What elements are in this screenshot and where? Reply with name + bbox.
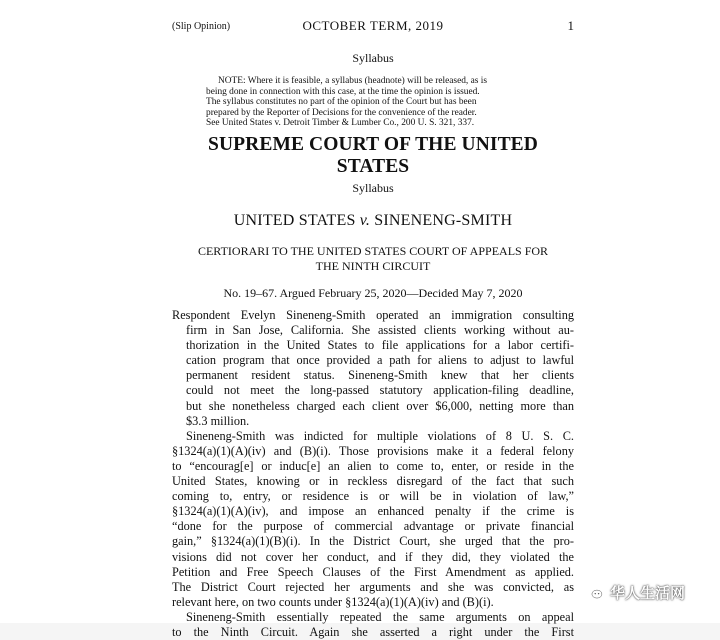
watermark-text: 华人生活网	[610, 583, 686, 602]
body-line: gain,” §1324(a)(1)(B)(i). In the District Court, she urged that the pro-	[172, 534, 574, 549]
body-line: to the Ninth Circuit. Again she asserted a right under the First	[172, 624, 574, 639]
slip-opinion-label: (Slip Opinion)	[172, 21, 231, 32]
note-line: The syllabus constitutes no part of the opinion of the Court but has been	[206, 97, 477, 108]
case-party-2: SINENENG-SMITH	[374, 212, 513, 229]
watermark	[584, 578, 685, 606]
note-line: NOTE: Where it is feasible, a syllabus (headnote) will be released, as is	[218, 76, 488, 86]
body-line: §1324(a)(1)(A)(iv), and impose an enhanced penalty if the crime is	[172, 504, 574, 519]
court-title: SUPREME COURT OF THE UNITED STATES	[208, 134, 538, 177]
body-line: “done for the purpose of commercial advantage or private financial	[172, 519, 574, 534]
body-line: but she nonetheless charged each client over $6,000, netting more than	[186, 398, 574, 413]
body-line: firm in San Jose, California. She assisted clients working without au-	[186, 323, 574, 338]
syllabus-subheading: Syllabus	[352, 181, 394, 195]
note-line: prepared by the Reporter of Decisions for the convenience of the reader.	[206, 107, 477, 118]
syllabus-note	[206, 76, 542, 129]
term-label: OCTOBER TERM, 2019	[302, 18, 444, 33]
page-number: 1	[567, 18, 574, 33]
body-line: Sineneng-Smith essentially repeated the same arguments on appeal	[186, 609, 574, 624]
case-versus: v.	[359, 212, 371, 229]
note-line: See United States v. Detroit Timber & Lumber Co., 200 U. S. 321, 337.	[206, 118, 475, 129]
body-line: could not meet the long-passed statutory application-filing deadline,	[186, 383, 574, 398]
certiorari-line-2: THE NINTH CIRCUIT	[315, 259, 431, 273]
docket-line: No. 19–67. Argued February 25, 2020—Decided May 7, 2020	[223, 286, 523, 300]
body-line: United States, knowing or in reckless disregard of the fact that such	[172, 474, 574, 489]
body-line: Sineneng-Smith was indicted for multiple violations of 8 U. S. C.	[186, 428, 574, 443]
case-party-1: UNITED STATES	[233, 212, 356, 229]
body-line: to “encourag[e] or induc[e] an alien to come to, enter, or reside in the	[172, 458, 574, 473]
body-line: The District Court rejected her arguments and she was convicted, as	[172, 579, 574, 594]
body-line: visions did not cover her conduct, and if they did, they violated the	[172, 549, 574, 564]
body-line: relevant here, on two counts under §1324(a)(1)(A)(iv) and (B)(i).	[172, 594, 494, 609]
case-title	[172, 212, 574, 230]
body-line: cation program that once provided a path for aliens to adjust to lawful	[186, 353, 574, 368]
body-line: $3.3 million.	[186, 413, 250, 428]
body-line: coming to, entry, or residence is or will be in violation of law,”	[172, 489, 574, 504]
body-line: Petition and Free Speech Clauses of the First Amendment as applied.	[172, 564, 574, 579]
syllabus-heading: Syllabus	[352, 51, 394, 65]
running-head	[172, 18, 574, 36]
certiorari-line	[172, 244, 574, 274]
wechat-logo-icon	[584, 582, 604, 602]
syllabus-body	[172, 308, 574, 640]
certiorari-line-1: CERTIORARI TO THE UNITED STATES COURT OF APPEALS FOR	[197, 244, 549, 258]
body-line: §1324(a)(1)(A)(iv) and (B)(i). Those provisions make it a federal felony	[172, 443, 574, 458]
body-line: thorization in the United States to file applications for a labor certifi-	[186, 338, 574, 353]
body-line: Respondent Evelyn Sineneng-Smith operated an immigration consulting	[172, 308, 574, 322]
note-line: being done in connection with this case, at the time the opinion is issued.	[206, 86, 480, 97]
body-line: permanent resident status. Sineneng-Smith knew that her clients	[186, 368, 574, 383]
